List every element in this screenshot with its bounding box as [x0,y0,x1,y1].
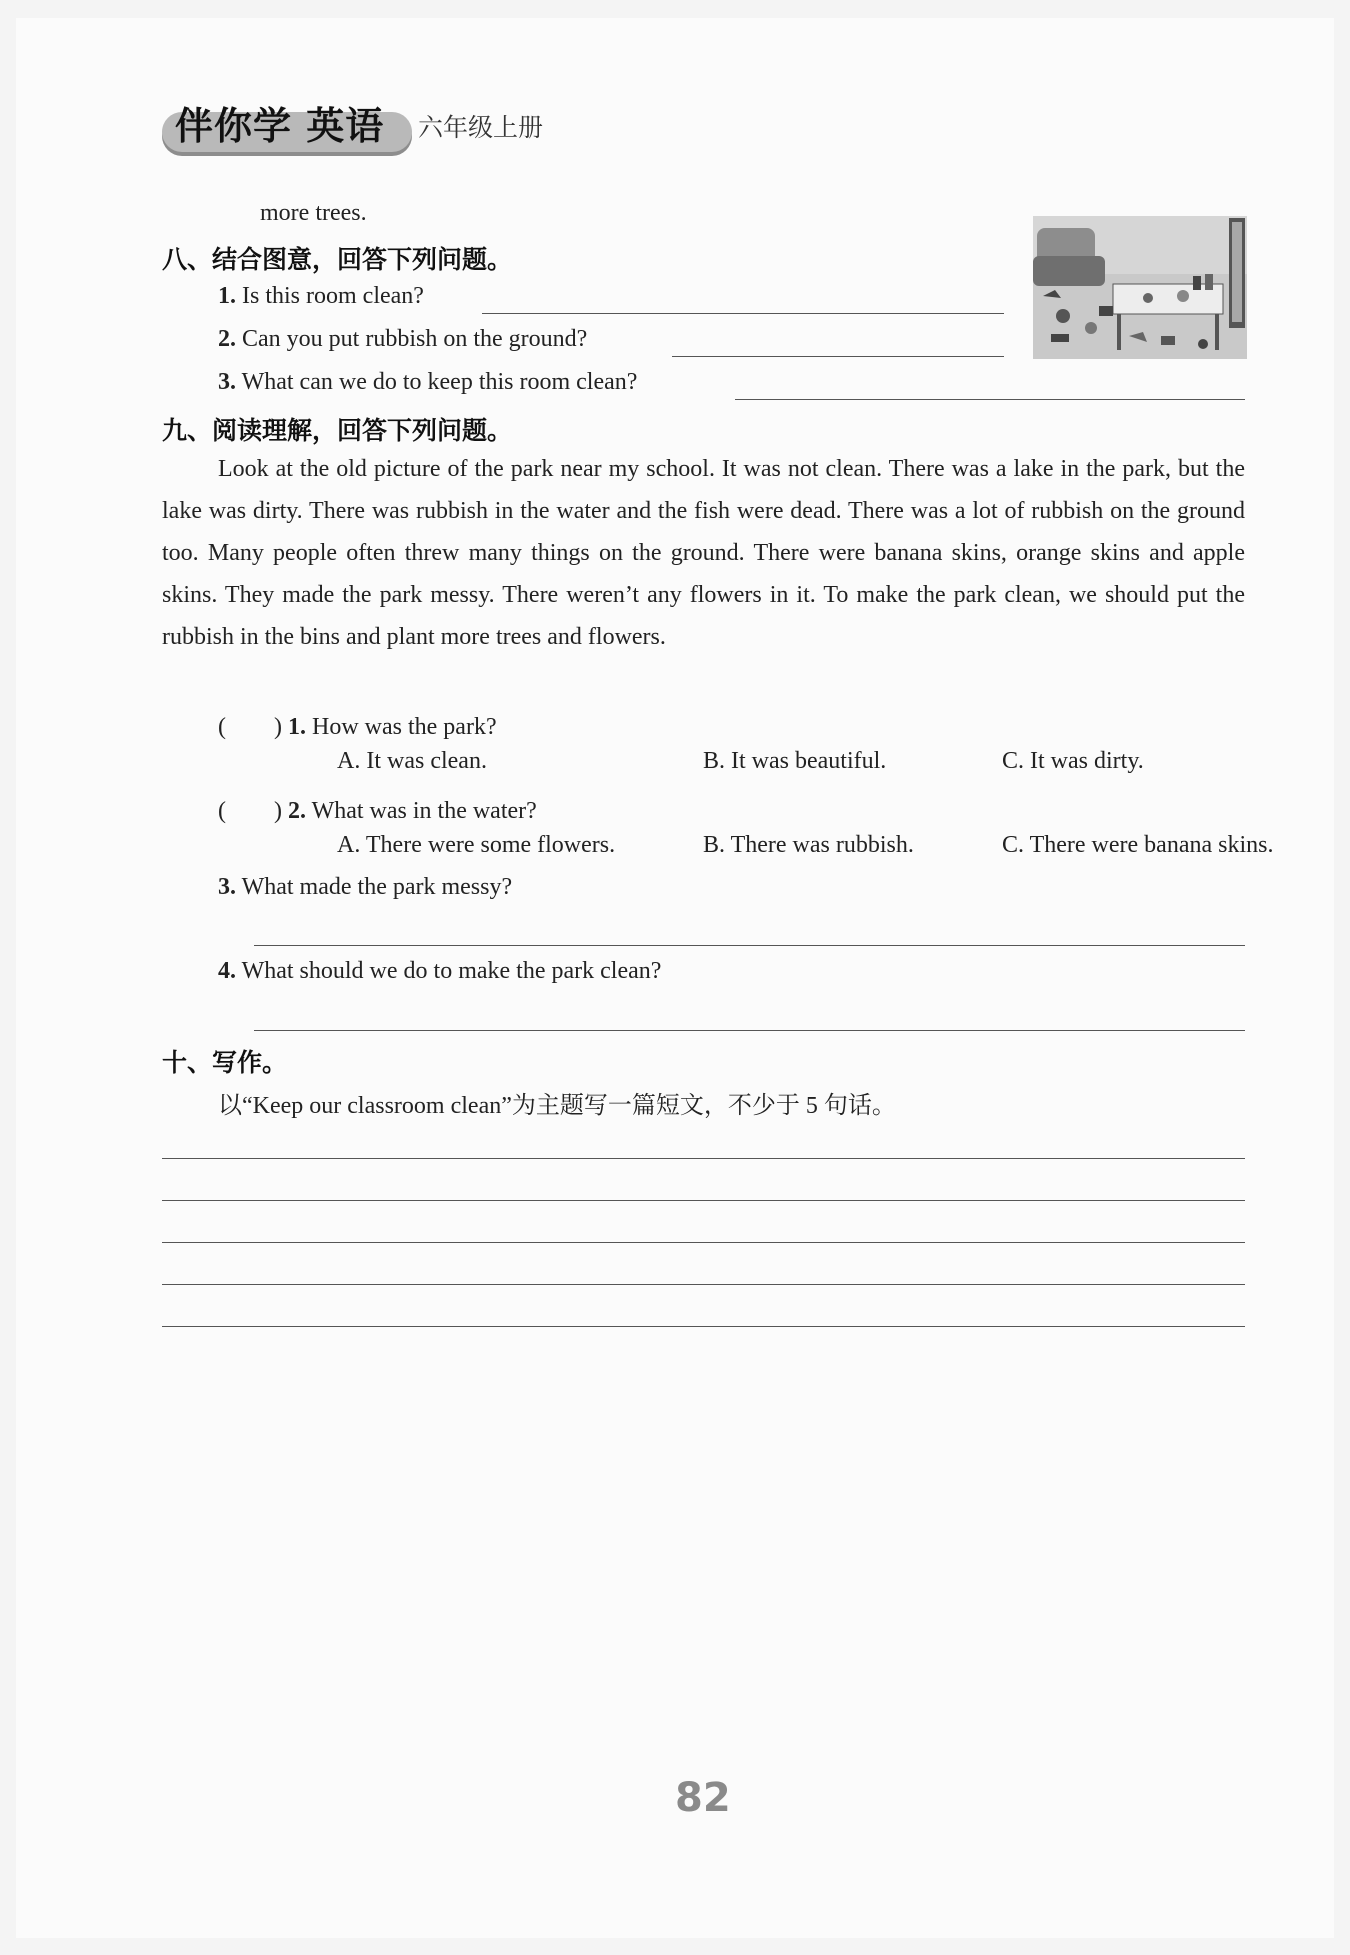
book-brand-title: 伴你学 英语 [175,104,385,148]
writing-line[interactable] [162,1158,1245,1159]
answer-bracket[interactable]: ( ) [218,798,282,824]
writing-line[interactable] [162,1326,1245,1327]
writing-line[interactable] [162,1200,1245,1201]
reading-passage: Look at the old picture of the park near my school. It was not clean. There was a lake in the park, but the lake was dirty. There was rubbish in the water and the fish were dead. There was a lot of rubbish on the ground too. Many people often threw many things on the ground. There were banana skins, orange skins and apple skins. They made the park messy. There weren’t any flowers in it. To make the park clean, we should put the rubbish in the bins and plant more trees and flowers. [162,456,1245,650]
question-text: Is this room clean? [242,283,424,309]
section-8-title: 八、结合图意，回答下列问题。 [162,245,513,274]
writing-prompt: 以“Keep our classroom clean”为主题写一篇短文，不少于 5 句话。 [218,1093,896,1119]
section-10-title: 十、写作。 [162,1048,288,1077]
question-number: 2. [218,326,236,352]
mc2-option-c: C. There were banana skins. [1002,832,1274,858]
page-number: 82 [675,1775,731,1821]
carry-over-text: more trees. [260,200,367,226]
section-9-title: 九、阅读理解，回答下列问题。 [162,416,513,445]
question-text: Can you put rubbish on the ground? [242,326,588,352]
answer-line-s8-q3[interactable] [735,399,1245,400]
mc1-option-a: A. It was clean. [337,748,487,774]
answer-line-s8-q1[interactable] [482,313,1004,314]
mc2-option-a: A. There were some flowers. [337,832,616,858]
answer-line-s9-q3[interactable] [254,945,1245,946]
answer-line-s8-q2[interactable] [672,356,1004,357]
s8-question-1 [218,283,424,310]
answer-line-s9-q4[interactable] [254,1030,1245,1031]
mc-question-2 [218,790,537,825]
question-text: What made the park messy? [241,874,513,900]
mc2-option-b: B. There was rubbish. [703,832,914,858]
question-number: 3. [218,369,236,395]
question-text: What was in the water? [311,798,537,824]
open-question-4 [218,958,661,985]
grade-label: 六年级上册 [418,113,544,142]
mc1-option-c: C. It was dirty. [1002,748,1144,774]
question-text: What should we do to make the park clean? [241,958,662,984]
s8-question-2 [218,326,587,353]
question-text: What can we do to keep this room clean? [241,369,638,395]
question-number: 1. [218,283,236,309]
writing-line[interactable] [162,1242,1245,1243]
messy-room-illustration [1033,216,1247,359]
question-number: 2. [287,798,306,824]
s8-question-3 [218,369,637,396]
question-number: 3. [218,874,236,900]
writing-line[interactable] [162,1284,1245,1285]
answer-bracket[interactable]: ( ) [218,714,282,740]
question-number: 4. [218,958,236,984]
mc-question-1 [218,706,497,741]
mc1-option-b: B. It was beautiful. [703,748,887,774]
question-number: 1. [287,714,306,740]
question-text: How was the park? [311,714,497,740]
open-question-3 [218,874,512,901]
